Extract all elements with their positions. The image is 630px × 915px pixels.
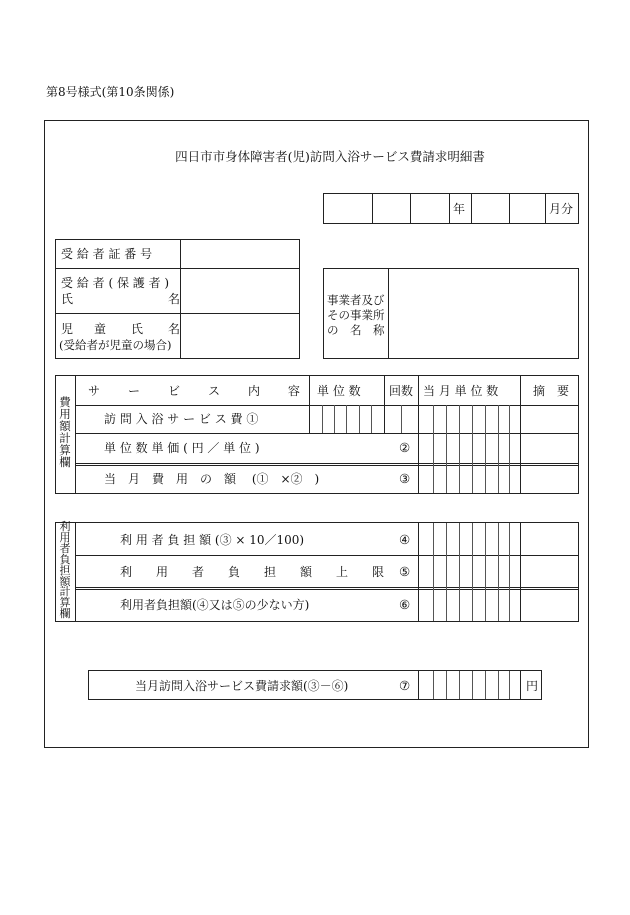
provider-name-field[interactable] xyxy=(389,269,578,358)
row2-number: ② xyxy=(399,440,411,455)
page-title: 四日市市身体障害者(児)訪問入浴サービス費請求明細書 xyxy=(175,149,485,164)
burden-final-label: 利用者負担額(④又は⑤の少ない方) xyxy=(120,598,310,612)
cost-section xyxy=(55,375,579,494)
month-units-field[interactable] xyxy=(419,406,520,493)
service-content-header: サ ー ビ ス 内 容 xyxy=(88,384,300,398)
row7-number: ⑦ xyxy=(399,678,411,693)
unit-price-label: 単 位 数 単 価 ( 円 ／ 単 位 ) xyxy=(104,441,260,455)
child-label-dou: 童 xyxy=(94,322,107,336)
cost-side-label: 費 用 額 計 算 欄 xyxy=(59,395,71,469)
recipient-block xyxy=(55,239,300,359)
burden-limit-label: 利 用 者 負 担 額 上 限 xyxy=(120,565,385,579)
remarks-header: 摘 要 xyxy=(533,384,570,398)
provider-label-2: その事業所 xyxy=(327,308,385,322)
total-amount-field[interactable] xyxy=(419,671,520,699)
date-row[interactable] xyxy=(323,193,579,224)
guardian-label-shi: 氏 xyxy=(61,292,74,306)
burden-remarks-field[interactable] xyxy=(521,523,578,621)
month-cost-label: 当 月 費 用 の 額 (① ×② ) xyxy=(104,472,320,486)
burden-units-field[interactable] xyxy=(419,523,520,621)
year-label: 年 xyxy=(453,202,466,216)
times-header: 回数 xyxy=(389,384,414,398)
guardian-name-field[interactable] xyxy=(181,269,299,313)
units-header: 単 位 数 xyxy=(317,384,361,398)
provider-label-1: 事業者及び xyxy=(327,293,385,307)
total-row xyxy=(88,670,542,700)
child-label-ji: 児 xyxy=(61,322,74,336)
cert-number-field[interactable] xyxy=(181,240,299,268)
row4-number: ④ xyxy=(399,532,411,547)
month-label: 月分 xyxy=(549,202,574,216)
row5-number: ⑤ xyxy=(399,564,411,579)
burden-side-label: 利 用 者 負 担 額 計 算 欄 xyxy=(59,520,71,621)
yen-unit: 円 xyxy=(526,679,539,693)
burden-amount-label: 利 用 者 負 担 額 (③ × 10／100) xyxy=(120,533,305,547)
month-units-header: 当 月 単 位 数 xyxy=(423,384,499,398)
times-field[interactable] xyxy=(385,406,418,433)
child-name-field[interactable] xyxy=(181,314,299,358)
child-label-note: (受給者が児童の場合) xyxy=(59,338,172,352)
cert-number-label: 受 給 者 証 番 号 xyxy=(61,247,153,261)
burden-section xyxy=(55,522,579,622)
visit-bath-fee-label: 訪 問 入 浴 サ ー ビ ス 費 ① xyxy=(104,412,259,426)
provider-label-3: の 名 称 xyxy=(327,323,385,337)
row3-number: ③ xyxy=(399,471,411,486)
total-label: 当月訪問入浴サービス費請求額(③－⑥) xyxy=(135,679,349,693)
child-label-shi: 氏 xyxy=(131,322,144,336)
provider-block xyxy=(323,268,579,359)
units-field[interactable] xyxy=(310,406,384,433)
remarks-field[interactable] xyxy=(521,406,578,493)
guardian-label: 受 給 者 ( 保 護 者 ) xyxy=(61,276,170,290)
child-label-mei: 名 xyxy=(168,322,181,336)
guardian-label-mei: 名 xyxy=(168,292,181,306)
row6-number: ⑥ xyxy=(399,597,411,612)
form-number: 第8号様式(第10条関係) xyxy=(46,85,175,99)
